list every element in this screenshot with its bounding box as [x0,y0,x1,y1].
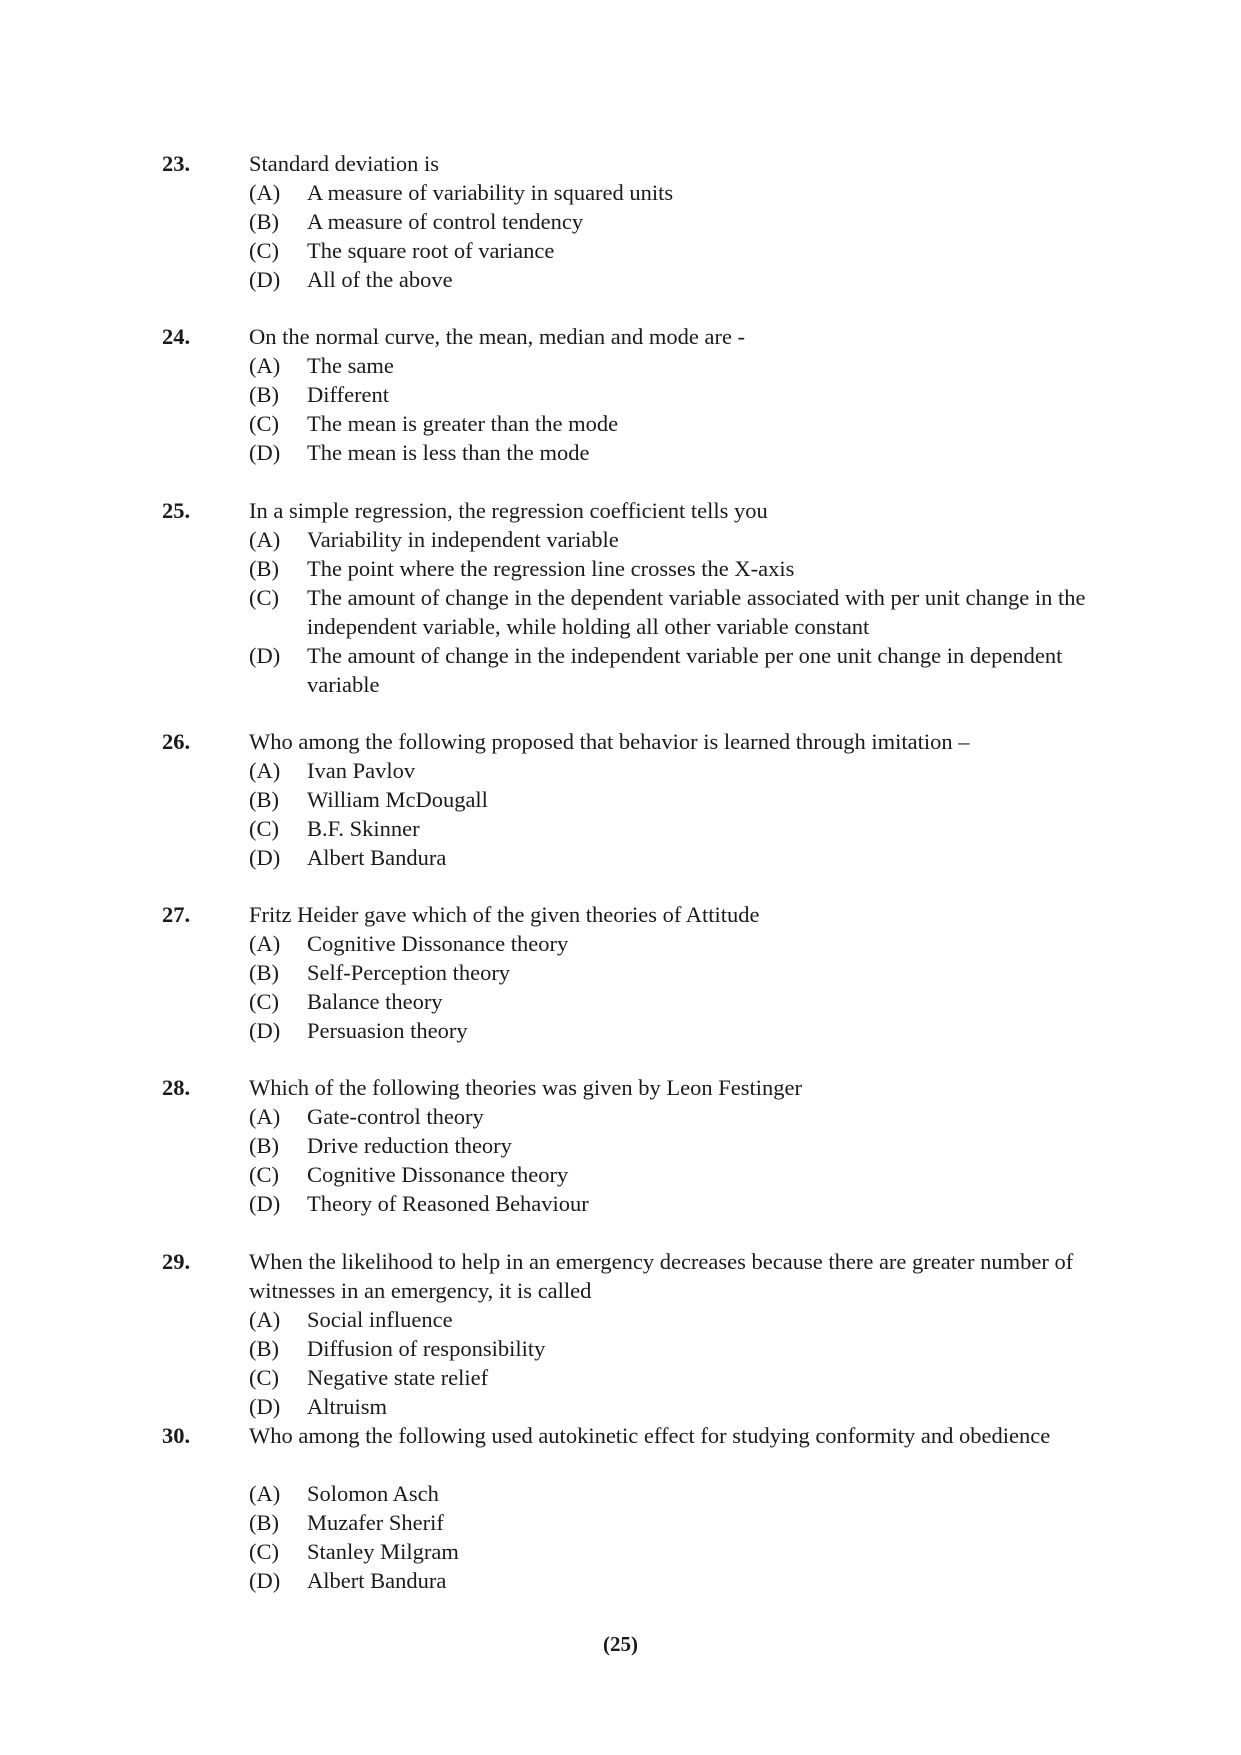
option-letter: (B) [249,556,279,581]
page-number: (25) [603,1632,638,1656]
option-letter: (A) [249,1104,281,1129]
option-letter: (C) [249,816,279,841]
option-text: Albert Bandura [307,845,447,870]
option-letter: (A) [249,1481,281,1506]
option-text: Gate-control theory [307,1104,484,1129]
option-text: The amount of change in the dependent variable associated with per unit change in the independent variable, while holding all other variable constant [307,585,1086,639]
option-text: A measure of variability in squared units [307,180,674,205]
option-letter: (B) [249,382,279,407]
option-text: Solomon Asch [307,1481,439,1506]
option-letter: (D) [249,643,281,668]
option-text: Cognitive Dissonance theory [307,1162,569,1187]
question-number: 25. [162,498,191,523]
option-letter: (A) [249,758,281,783]
option-text: Stanley Milgram [307,1539,459,1564]
option-text: William McDougall [307,787,488,812]
question-number: 26. [162,729,191,754]
option-letter: (B) [249,960,279,985]
question-number: 23. [162,151,191,176]
option-text: Negative state relief [307,1365,489,1390]
option-text: All of the above [307,267,453,292]
question-number: 28. [162,1075,191,1100]
option-letter: (A) [249,931,281,956]
option-letter: (C) [249,1365,279,1390]
option-letter: (A) [249,353,281,378]
option-letter: (A) [249,1307,281,1332]
option-text: Drive reduction theory [307,1133,512,1158]
option-letter: (C) [249,1539,279,1564]
option-text: Altruism [307,1394,388,1419]
option-letter: (D) [249,440,281,465]
option-text: The same [307,353,394,378]
option-text: The square root of variance [307,238,555,263]
question-text: Standard deviation is [249,151,439,176]
option-letter: (D) [249,1394,281,1419]
option-text: Cognitive Dissonance theory [307,931,569,956]
question-text: Who among the following used autokinetic effect for studying conformity and obedience [249,1423,1051,1448]
option-letter: (B) [249,209,279,234]
option-text: Muzafer Sherif [307,1510,444,1535]
question-number: 30. [162,1423,191,1448]
option-text: Social influence [307,1307,453,1332]
option-letter: (D) [249,1191,281,1216]
option-text: B.F. Skinner [307,816,420,841]
question-text: Fritz Heider gave which of the given theories of Attitude [249,902,760,927]
option-text: Different [307,382,390,407]
option-letter: (C) [249,989,279,1014]
question-text: Who among the following proposed that behavior is learned through imitation – [249,729,970,754]
question-text: When the likelihood to help in an emergency decreases because there are greater number of witnesses in an emergency, it is called [249,1249,1074,1303]
option-letter: (D) [249,267,281,292]
question-text: In a simple regression, the regression coefficient tells you [249,498,768,523]
option-letter: (A) [249,527,281,552]
option-letter: (B) [249,787,279,812]
option-letter: (B) [249,1133,279,1158]
question-text: On the normal curve, the mean, median and mode are - [249,324,746,349]
question-text: Which of the following theories was given by Leon Festinger [249,1075,802,1100]
option-letter: (D) [249,845,281,870]
question-number: 24. [162,324,191,349]
option-letter: (D) [249,1018,281,1043]
option-text: The mean is greater than the mode [307,411,619,436]
option-text: Ivan Pavlov [307,758,416,783]
option-letter: (B) [249,1336,279,1361]
option-text: The point where the regression line crosses the X-axis [307,556,795,581]
option-letter: (C) [249,238,279,263]
option-letter: (B) [249,1510,279,1535]
option-letter: (C) [249,585,279,610]
option-text: Albert Bandura [307,1568,447,1593]
option-letter: (C) [249,1162,279,1187]
option-text: The amount of change in the independent variable per one unit change in dependent variable [307,643,1063,697]
option-text: Persuasion theory [307,1018,468,1043]
option-text: The mean is less than the mode [307,440,590,465]
option-letter: (A) [249,180,281,205]
question-number: 27. [162,902,191,927]
option-text: Balance theory [307,989,443,1014]
option-text: Variability in independent variable [307,527,619,552]
option-text: Theory of Reasoned Behaviour [307,1191,589,1216]
option-letter: (C) [249,411,279,436]
option-text: A measure of control tendency [307,209,584,234]
question-number: 29. [162,1249,191,1274]
option-text: Self-Perception theory [307,960,511,985]
option-text: Diffusion of responsibility [307,1336,546,1361]
option-letter: (D) [249,1568,281,1593]
